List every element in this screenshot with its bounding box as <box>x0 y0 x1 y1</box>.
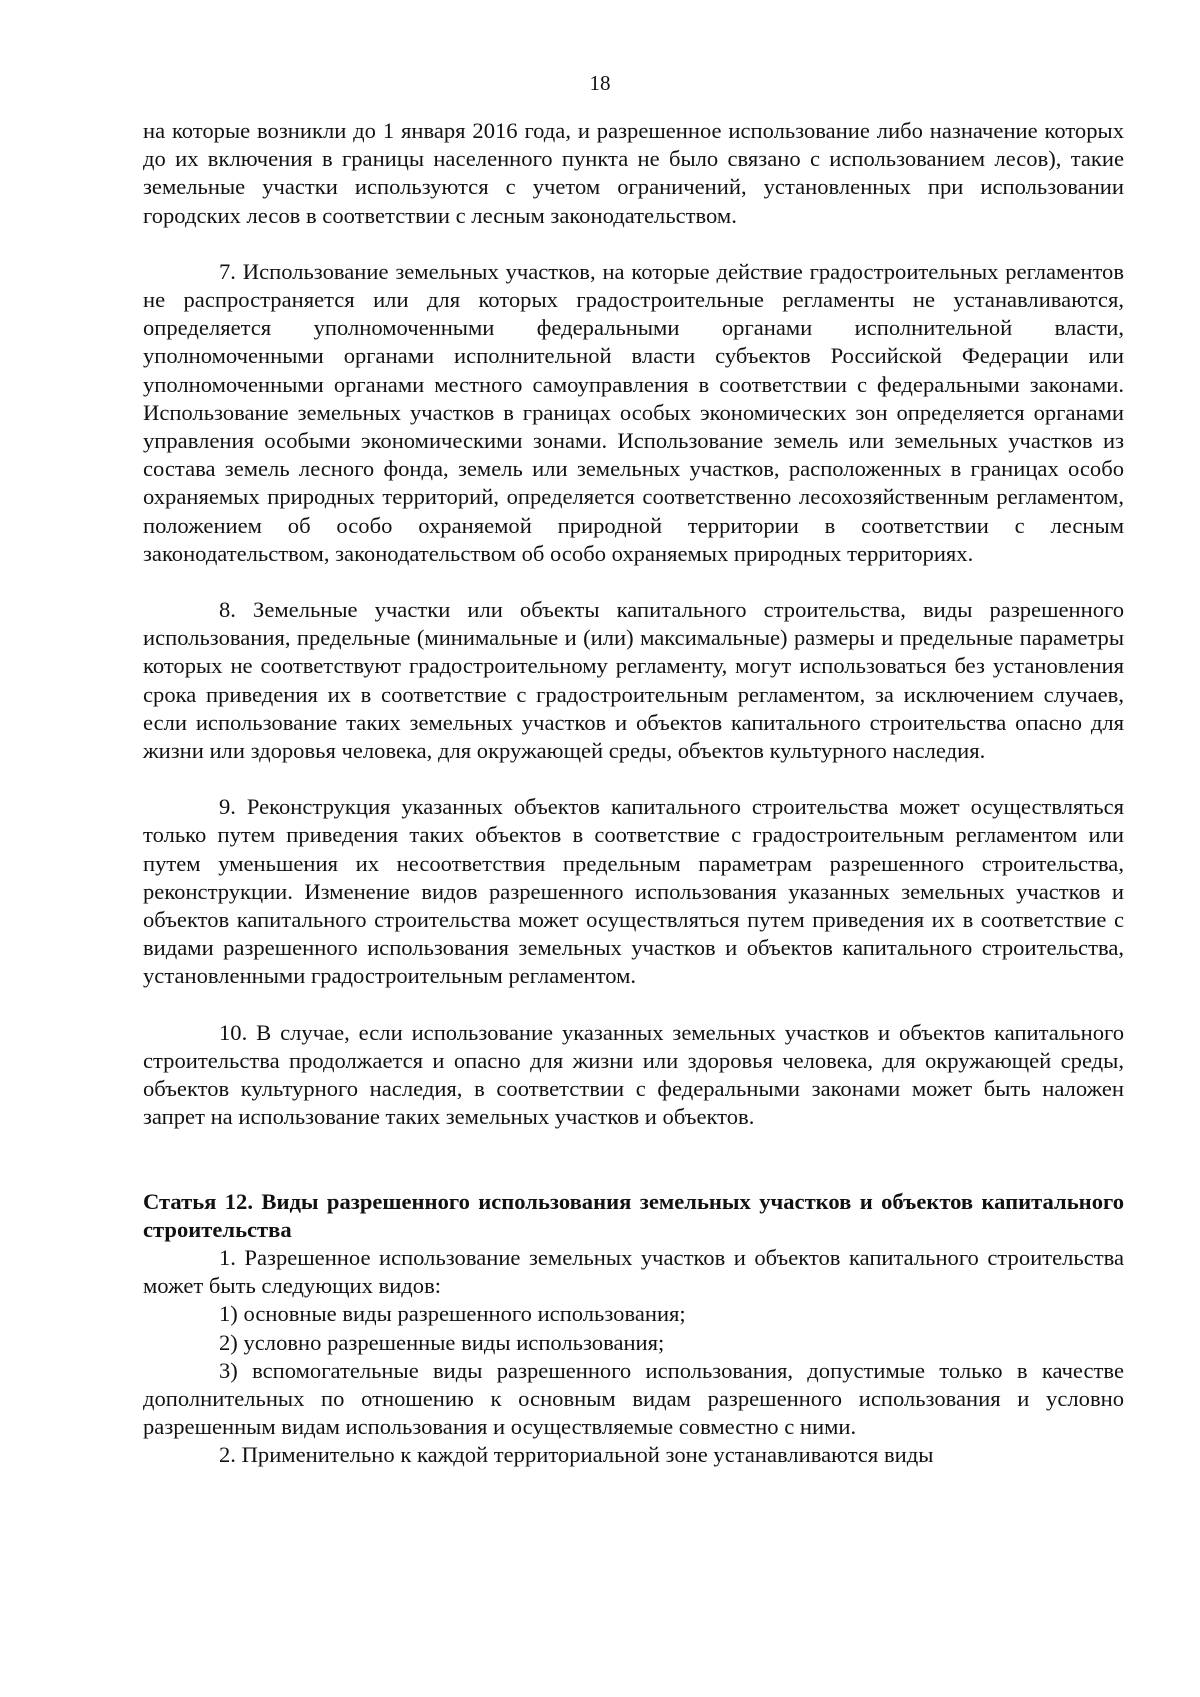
article-12-item-2: 2. Применительно к каждой территориальной зоне устанавливаются виды <box>219 1442 934 1468</box>
paragraph-continuation: на которые возникли до 1 января 2016 года, и разрешенное использование либо назначение которых до их включения в границы населенного пункта не было связано с использованием лесов), такие земельные участки используются с учетом ограничений, установленных при использовании городских лесов в соответствии с лесным законодательством. <box>143 118 1124 228</box>
paragraph-9: 9. Реконструкция указанных объектов капитального строительства может осуществляться только путем приведения таких объектов в соответствие с градостроительным регламентом или путем уменьшения их несоответствия предельным параметрам разрешенного строительства, реконструкции. Изменение видов разрешенного использования указанных земельных участков и объектов капитального строительства может осуществляться путем приведения их в соответствие с видами разрешенного использования земельных участков и объектов капитального строительства, установленными градостроительным регламентом. <box>143 794 1124 989</box>
document-body <box>143 117 1124 1470</box>
paragraph-10: 10. В случае, если использование указанных земельных участков и объектов капитального строительства продолжается и опасно для жизни или здоровья человека, для окружающей среды, объектов культурного наследия, в соответствии с федеральными законами может быть наложен запрет на использование таких земельных участков и объектов. <box>143 1019 1124 1130</box>
article-12-subitem-1: 1) основные виды разрешенного использования; <box>219 1301 686 1327</box>
article-12-item-1: 1. Разрешенное использование земельных участков и объектов капитального строительства может быть следующих видов: <box>143 1244 1124 1299</box>
article-12-subitem-2: 2) условно разрешенные виды использования; <box>219 1329 665 1355</box>
paragraph-8: 8. Земельные участки или объекты капитального строительства, виды разрешенного использования, предельные (минимальные и (или) максимальные) размеры и предельные параметры которых не соответствуют градостроительному регламенту, могут использоваться без установления срока приведения их в соответствие с градостроительным регламентом, за исключением случаев, если использование таких земельных участков и объектов капитального строительства опасно для жизни или здоровья человека, для окружающей среды, объектов культурного наследия. <box>143 597 1124 764</box>
paragraph-7: 7. Использование земельных участков, на которые действие градостроительных регламентов не распространяется или для которых градостроительные регламенты не устанавливаются, определяется уполномоченными федеральными органами исполнительной власти, уполномоченными органами исполнительной власти субъектов Российской Федерации или уполномоченными органами местного самоуправления в соответствии с федеральными законами. Использование земельных участков в границах особых экономических зон определяется органами управления особыми экономическими зонами. Использование земель или земельных участков из состава земель лесного фонда, земель или земельных участков, расположенных в границах особо охраняемых природных территорий, определяется соответственно лесохозяйственным регламентом, положением об особо охраняемой природной территории в соответствии с лесным законодательством, законодательством об особо охраняемых природных территориях. <box>143 258 1124 566</box>
page-number: 18 <box>589 71 611 95</box>
article-12-subitem-3: 3) вспомогательные виды разрешенного использования, допустимые только в качестве дополнительных по отношению к основным видам разрешенного использования и условно разрешенным видам использования и осуществляемые совместно с ними. <box>143 1357 1124 1440</box>
article-12-heading: Статья 12. Виды разрешенного использования земельных участков и объектов капитального строительства <box>143 1188 1124 1242</box>
